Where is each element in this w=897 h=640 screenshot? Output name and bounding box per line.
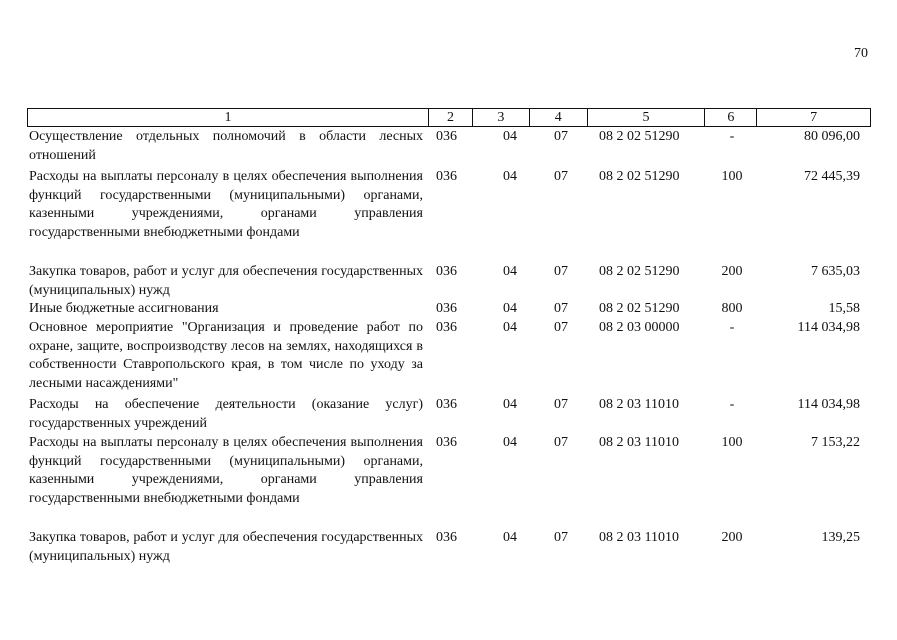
row-subsection: 07 — [554, 129, 568, 144]
row-target: 08 2 03 11010 — [599, 530, 679, 545]
row-name: Закупка товаров, работ и услуг для обеспечения государственных (муниципальных) нужд — [29, 530, 423, 564]
row-code: 036 — [436, 264, 457, 279]
row-code: 036 — [436, 435, 457, 450]
row-amount: 114 034,98 — [797, 320, 860, 335]
row-amount: 7 153,22 — [811, 435, 860, 450]
row-section: 04 — [503, 264, 517, 279]
row-subsection: 07 — [554, 264, 568, 279]
row-name: Основное мероприятие "Организация и проведение работ по охране, защите, воспроизводству лесов на землях, находящихся в собственности Ставропольского края, в том числе по уходу за лесными насаждениями" — [29, 320, 423, 391]
row-code: 036 — [436, 169, 457, 184]
row-amount: 7 635,03 — [811, 264, 860, 279]
row-amount: 15,58 — [828, 301, 860, 316]
row-code: 036 — [436, 320, 457, 335]
row-amount: 139,25 — [821, 530, 860, 545]
row-section: 04 — [503, 129, 517, 144]
row-type: 100 — [721, 435, 743, 450]
header-col-7: 7 — [810, 110, 818, 125]
row-target: 08 2 02 51290 — [599, 129, 680, 144]
table-header — [27, 108, 871, 127]
row-type: 800 — [721, 301, 743, 316]
header-col-5: 5 — [588, 109, 706, 126]
row-code: 036 — [436, 129, 457, 144]
page-number: 70 — [854, 46, 868, 61]
row-subsection: 07 — [554, 320, 568, 335]
row-target: 08 2 02 51290 — [599, 169, 680, 184]
header-col-2: 2 — [429, 109, 473, 126]
row-name: Осуществление отдельных полномочий в области лесных отношений — [29, 129, 423, 163]
row-name: Закупка товаров, работ и услуг для обеспечения государственных (муниципальных) нужд — [29, 264, 423, 298]
row-name: Расходы на выплаты персоналу в целях обеспечения выполнения функций государственными (муниципальными) органами, казенными учреждениями, органами управления государственными внебюджетными фондами — [29, 435, 423, 506]
row-target: 08 2 03 11010 — [599, 397, 679, 412]
row-section: 04 — [503, 397, 517, 412]
row-code: 036 — [436, 530, 457, 545]
header-col-6: 6 — [705, 109, 757, 126]
row-type: 200 — [721, 264, 743, 279]
row-section: 04 — [503, 530, 517, 545]
row-amount: 72 445,39 — [804, 169, 860, 184]
row-subsection: 07 — [554, 435, 568, 450]
row-name: Расходы на выплаты персоналу в целях обеспечения выполнения функций государственными (муниципальными) органами, казенными учреждениями, органами управления государственными внебюджетными фондами — [29, 169, 423, 240]
row-amount: 114 034,98 — [797, 397, 860, 412]
row-section: 04 — [503, 320, 517, 335]
row-section: 04 — [503, 435, 517, 450]
header-col-1: 1 — [28, 109, 429, 126]
row-name: Расходы на обеспечение деятельности (оказание услуг) государственных учреждений — [29, 397, 423, 431]
row-type: - — [729, 320, 735, 335]
header-col-3: 3 — [473, 109, 530, 126]
row-subsection: 07 — [554, 301, 568, 316]
row-type: 100 — [721, 169, 743, 184]
row-type: 200 — [721, 530, 743, 545]
row-amount: 80 096,00 — [804, 129, 860, 144]
row-type: - — [729, 129, 735, 144]
row-name: Иные бюджетные ассигнования — [29, 301, 219, 316]
row-code: 036 — [436, 397, 457, 412]
row-type: - — [729, 397, 735, 412]
header-col-4: 4 — [530, 109, 588, 126]
row-section: 04 — [503, 301, 517, 316]
row-section: 04 — [503, 169, 517, 184]
row-subsection: 07 — [554, 397, 568, 412]
row-subsection: 07 — [554, 169, 568, 184]
row-code: 036 — [436, 301, 457, 316]
row-target: 08 2 03 11010 — [599, 435, 679, 450]
row-target: 08 2 02 51290 — [599, 264, 680, 279]
row-target: 08 2 03 00000 — [599, 320, 680, 335]
row-subsection: 07 — [554, 530, 568, 545]
row-target: 08 2 02 51290 — [599, 301, 680, 316]
